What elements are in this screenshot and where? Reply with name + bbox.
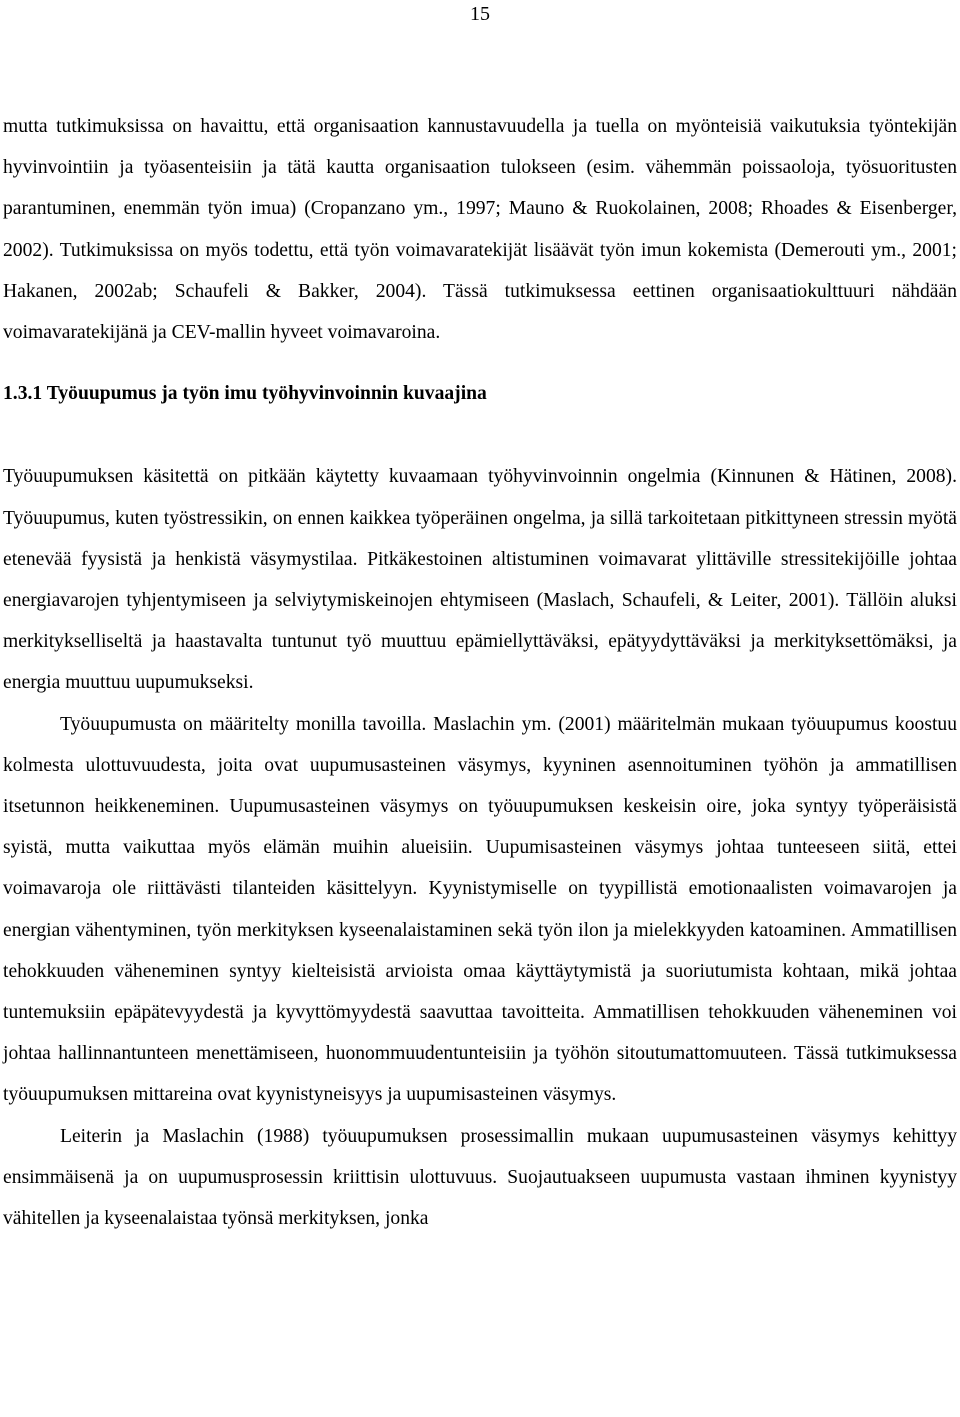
section-heading: 1.3.1 Työuupumus ja työn imu työhyvinvoinnin kuvaajina [3, 383, 487, 405]
paragraph-intro: mutta tutkimuksissa on havaittu, että organisaation kannustavuudella ja tuella on myönteisiä vaikutuksia työntekijän hyvinvointiin ja työasenteisiin ja tätä kautta organisaation tulokseen (esim. vähemmän poissaoloja, työsuoritusten parantuminen, enemmän työn imua) (Cropanzano ym., 1997; Mauno & Ruokolainen, 2008; Rhoades & Eisenberger, 2002). Tutkimuksissa on myös todettu, että työn voimavaratekijät lisäävät työn imun kokemista (Demerouti ym., 2001; Hakanen, 2002ab; Schaufeli & Bakker, 2004). Tässä tutkimuksessa eettinen organisaatiokulttuuri nähdään voimavaratekijänä ja CEV-mallin hyveet voimavaroina. [3, 116, 957, 344]
spacer [3, 414, 957, 456]
spacer [3, 353, 957, 373]
page-number: 15 [470, 3, 490, 25]
paragraph-process-model: Leiterin ja Maslachin (1988) työuupumuksen prosessimallin mukaan uupumusasteinen väsymys kehittyy ensimmäisenä ja on uupumusprosessin kriittisin ulottuvuus. Suojautuakseen uupumusta vastaan ihminen kyynistyy vähitellen ja kyseenalaistaa työnsä merkityksen, jonka [3, 1125, 957, 1230]
paragraph-burnout-concept: Työuupumuksen käsitettä on pitkään käytetty kuvaamaan työhyvinvoinnin ongelmia (Kinnunen & Hätinen, 2008). Työuupumus, kuten työstressikin, on ennen kaikkea työperäinen ongelma, ja sillä tarkoitetaan pitkittyneen stressin myötä etenevää fyysistä ja henkistä väsymystilaa. Pitkäkestoinen altistuminen voimavarat ylittäville stressitekijöille johtaa energiavarojen tyhjentymiseen ja selviytymiskeinojen ehtymiseen (Maslach, Schaufeli, & Leiter, 2001). Tällöin aluksi merkitykselliseltä ja haastavalta tuntunut työ muuttuu epämiellyttäväksi, epätyydyttäväksi ja merkityksettömäksi, ja energia muuttuu uupumukseksi. [3, 466, 957, 694]
page-body [3, 106, 957, 1239]
paragraph-burnout-definition: Työuupumusta on määritelty monilla tavoilla. Maslachin ym. (2001) määritelmän mukaan työuupumus koostuu kolmesta ulottuvuudesta, joita ovat uupumusasteinen väsymys, kyyninen asennoituminen työhön ja ammatillisen itsetunnon heikkeneminen. Uupumusasteinen väsymys on työuupumuksen keskeisin oire, joka syntyy työperäisistä syistä, mutta vaikuttaa myös elämän muihin alueisiin. Uupumisasteinen väsymys johtaa tunteeseen siitä, ettei voimavaroja ole riittävästi tilanteiden käsittelyyn. Kyynistymiselle on tyypillistä emotionaalisten voimavarojen ja energian vähentyminen, työn merkityksen kyseenalaistaminen sekä työn ilon ja mielekkyyden katoaminen. Ammatillisen tehokkuuden väheneminen syntyy kielteisistä arvioista omaa käyttäytymistä ja suoriutumista kohtaan, mikä johtaa tuntemuksiin epäpätevyydestä ja kyvyttömyydestä saavuttaa tavoitteita. Ammatillisen tehokkuuden väheneminen voi johtaa hallinnantunteen menettämiseen, huonommuudentunteisiin ja työhön sitoutumattomuuteen. Tässä tutkimuksessa työuupumuksen mittareina ovat kyynistyneisyys ja uupumisasteinen väsymys. [3, 713, 957, 1106]
